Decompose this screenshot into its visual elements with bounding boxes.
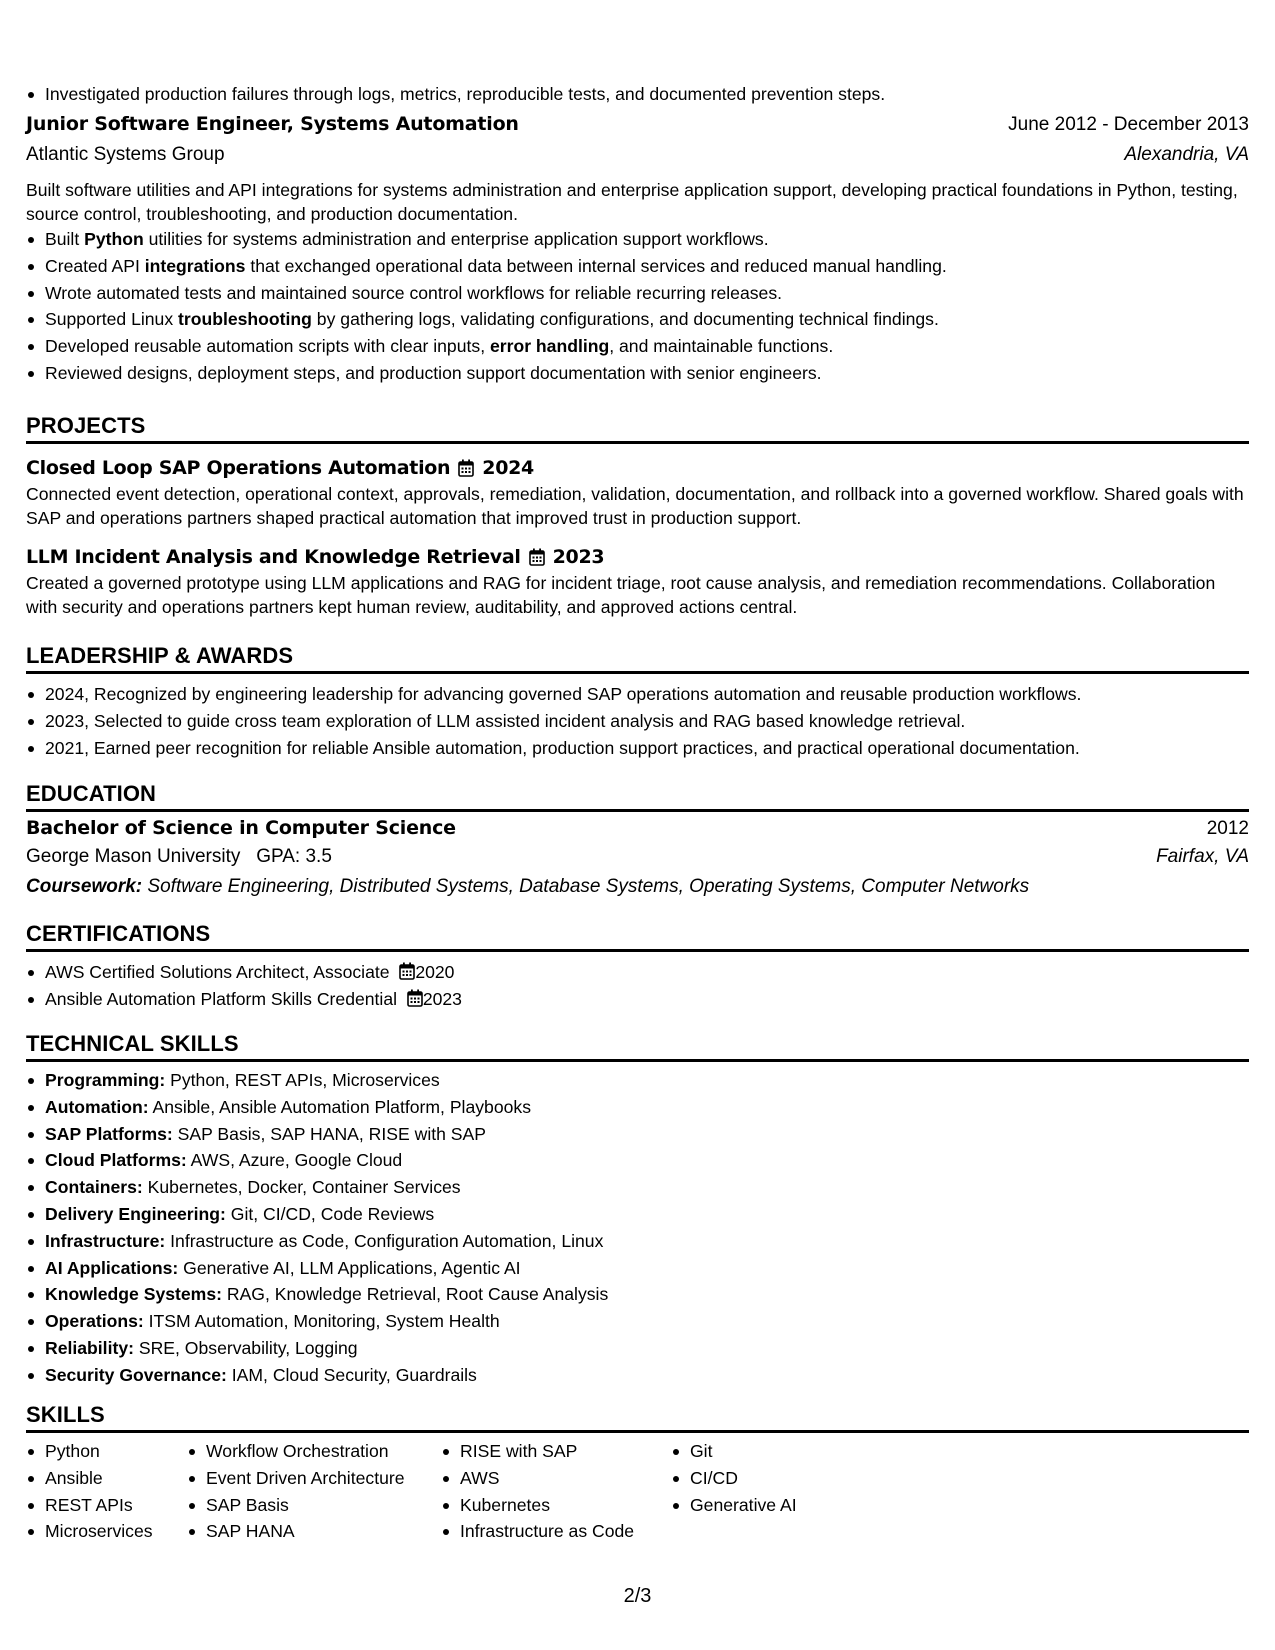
project-description: Created a governed prototype using LLM applications and RAG for incident triage, root cause analysis, and remediation recommendations. Collaboration with security and operations partners kept human review, auditability, and approved actions central. bbox=[26, 573, 1216, 617]
job-dates: June 2012 - December 2013 bbox=[1008, 114, 1249, 135]
list-item: Event Driven Architecture bbox=[187, 1465, 441, 1492]
list-item: SAP Platforms: SAP Basis, SAP HANA, RISE with SAP bbox=[26, 1121, 1249, 1148]
section-heading: SKILLS bbox=[26, 1401, 1249, 1433]
education-section bbox=[26, 780, 1249, 906]
list-item: Investigated production failures through logs, metrics, reproducible tests, and documented prevention steps. bbox=[26, 81, 1249, 108]
technical-skills-section bbox=[26, 1030, 1249, 1389]
list-item: Cloud Platforms: AWS, Azure, Google Cloud bbox=[26, 1147, 1249, 1174]
skills-columns bbox=[26, 1438, 1249, 1545]
list-item: SAP Basis bbox=[187, 1492, 441, 1519]
list-item: Git bbox=[671, 1438, 871, 1465]
coursework-list: Software Engineering, Distributed Systems, Database Systems, Operating Systems, Computer Networks bbox=[147, 876, 1030, 897]
degree-title: Bachelor of Science in Computer Science bbox=[26, 817, 456, 839]
school-location: Fairfax, VA bbox=[1156, 846, 1249, 867]
list-item: REST APIs bbox=[26, 1492, 187, 1519]
list-item: RISE with SAP bbox=[441, 1438, 671, 1465]
list-item: 2024, Recognized by engineering leadership for advancing governed SAP operations automation and reusable production workflows. bbox=[26, 681, 1249, 708]
list-item: Developed reusable automation scripts with clear inputs, error handling, and maintainable functions. bbox=[26, 333, 1249, 360]
list-item: 2021, Earned peer recognition for reliable Ansible automation, production support practices, and practical operational documentation. bbox=[26, 735, 1249, 762]
calendar-icon bbox=[458, 459, 474, 477]
list-item: Python bbox=[26, 1438, 187, 1465]
section-heading: PROJECTS bbox=[26, 412, 1249, 444]
list-item: Knowledge Systems: RAG, Knowledge Retrieval, Root Cause Analysis bbox=[26, 1281, 1249, 1308]
section-heading: EDUCATION bbox=[26, 780, 1249, 812]
job-summary: Built software utilities and API integrations for systems administration and enterprise application support, developing practical foundations in Python, testing, source control, troubleshooting, and production documentation. bbox=[26, 180, 1238, 224]
project-title: Closed Loop SAP Operations Automation bbox=[26, 456, 451, 479]
cert-year: 2020 bbox=[415, 962, 455, 982]
job-location: Alexandria, VA bbox=[1124, 144, 1249, 165]
skills-column bbox=[671, 1438, 871, 1545]
list-item: Infrastructure: Infrastructure as Code, Configuration Automation, Linux bbox=[26, 1228, 1249, 1255]
graduation-year: 2012 bbox=[1206, 818, 1249, 839]
list-item: Operations: ITSM Automation, Monitoring, System Health bbox=[26, 1308, 1249, 1335]
list-item: SAP HANA bbox=[187, 1518, 441, 1545]
list-item: Supported Linux troubleshooting by gathering logs, validating configurations, and documenting technical findings. bbox=[26, 306, 1249, 333]
gpa: GPA: 3.5 bbox=[256, 846, 332, 867]
skills-column bbox=[441, 1438, 671, 1545]
section-heading: LEADERSHIP & AWARDS bbox=[26, 642, 1249, 674]
job-bullets bbox=[26, 226, 1249, 387]
projects-section bbox=[26, 412, 1249, 619]
project-year: 2023 bbox=[552, 545, 605, 568]
company-name: Atlantic Systems Group bbox=[26, 144, 225, 165]
list-item: Automation: Ansible, Ansible Automation Platform, Playbooks bbox=[26, 1094, 1249, 1121]
skills-column bbox=[26, 1438, 187, 1545]
leadership-list bbox=[26, 681, 1249, 761]
coursework-label: Coursework: bbox=[26, 876, 143, 897]
job-title: Junior Software Engineer, Systems Automation bbox=[26, 113, 519, 135]
page-number: 2/3 bbox=[623, 1585, 652, 1607]
list-item bbox=[26, 959, 1249, 986]
list-item: Security Governance: IAM, Cloud Security, Guardrails bbox=[26, 1362, 1249, 1389]
list-item bbox=[26, 986, 1249, 1013]
skills-section bbox=[26, 1401, 1249, 1545]
section-heading: TECHNICAL SKILLS bbox=[26, 1030, 1249, 1062]
skills-column bbox=[187, 1438, 441, 1545]
cert-name: AWS Certified Solutions Architect, Associate bbox=[45, 962, 390, 982]
list-item: Built Python utilities for systems administration and enterprise application support workflows. bbox=[26, 226, 1249, 253]
certifications-list bbox=[26, 959, 1249, 1013]
list-item: Workflow Orchestration bbox=[187, 1438, 441, 1465]
certifications-section bbox=[26, 920, 1249, 1013]
list-item: Microservices bbox=[26, 1518, 187, 1545]
list-item: Ansible bbox=[26, 1465, 187, 1492]
list-item: Generative AI bbox=[671, 1492, 871, 1519]
project-description: Connected event detection, operational context, approvals, remediation, validation, documentation, and rollback into a governed workflow. Shared goals with SAP and operations partners shaped practical automation that improved trust in production support. bbox=[26, 484, 1244, 528]
list-item: Delivery Engineering: Git, CI/CD, Code Reviews bbox=[26, 1201, 1249, 1228]
list-item: Infrastructure as Code bbox=[441, 1518, 671, 1545]
school-name: George Mason University bbox=[26, 846, 241, 867]
list-item: 2023, Selected to guide cross team exploration of LLM assisted incident analysis and RAG based knowledge retrieval. bbox=[26, 708, 1249, 735]
coursework bbox=[26, 876, 1249, 906]
list-item: CI/CD bbox=[671, 1465, 871, 1492]
list-item: Programming: Python, REST APIs, Microservices bbox=[26, 1067, 1249, 1094]
list-item: Wrote automated tests and maintained source control workflows for reliable recurring releases. bbox=[26, 280, 1249, 307]
list-item: Reviewed designs, deployment steps, and production support documentation with senior engineers. bbox=[26, 360, 1249, 387]
project-title: LLM Incident Analysis and Knowledge Retrieval bbox=[26, 545, 521, 568]
list-item: Created API integrations that exchanged operational data between internal services and reduced manual handling. bbox=[26, 253, 1249, 280]
section-heading: CERTIFICATIONS bbox=[26, 920, 1249, 952]
calendar-icon bbox=[407, 989, 423, 1007]
cert-year: 2023 bbox=[422, 988, 462, 1009]
list-item: AI Applications: Generative AI, LLM Applications, Agentic AI bbox=[26, 1255, 1249, 1282]
project-item bbox=[26, 542, 1249, 619]
technical-skills-list bbox=[26, 1067, 1249, 1389]
cert-name: Ansible Automation Platform Skills Credential bbox=[45, 988, 398, 1009]
list-item: AWS bbox=[441, 1465, 671, 1492]
project-item bbox=[26, 453, 1249, 530]
leadership-section bbox=[26, 642, 1249, 761]
project-year: 2024 bbox=[482, 456, 534, 479]
calendar-icon bbox=[529, 548, 545, 566]
list-item: Containers: Kubernetes, Docker, Container Services bbox=[26, 1174, 1249, 1201]
list-item: Reliability: SRE, Observability, Logging bbox=[26, 1335, 1249, 1362]
calendar-icon bbox=[399, 962, 415, 980]
list-item: Kubernetes bbox=[441, 1492, 671, 1519]
job-entry bbox=[26, 113, 1249, 387]
previous-job-bullets bbox=[26, 81, 1249, 108]
